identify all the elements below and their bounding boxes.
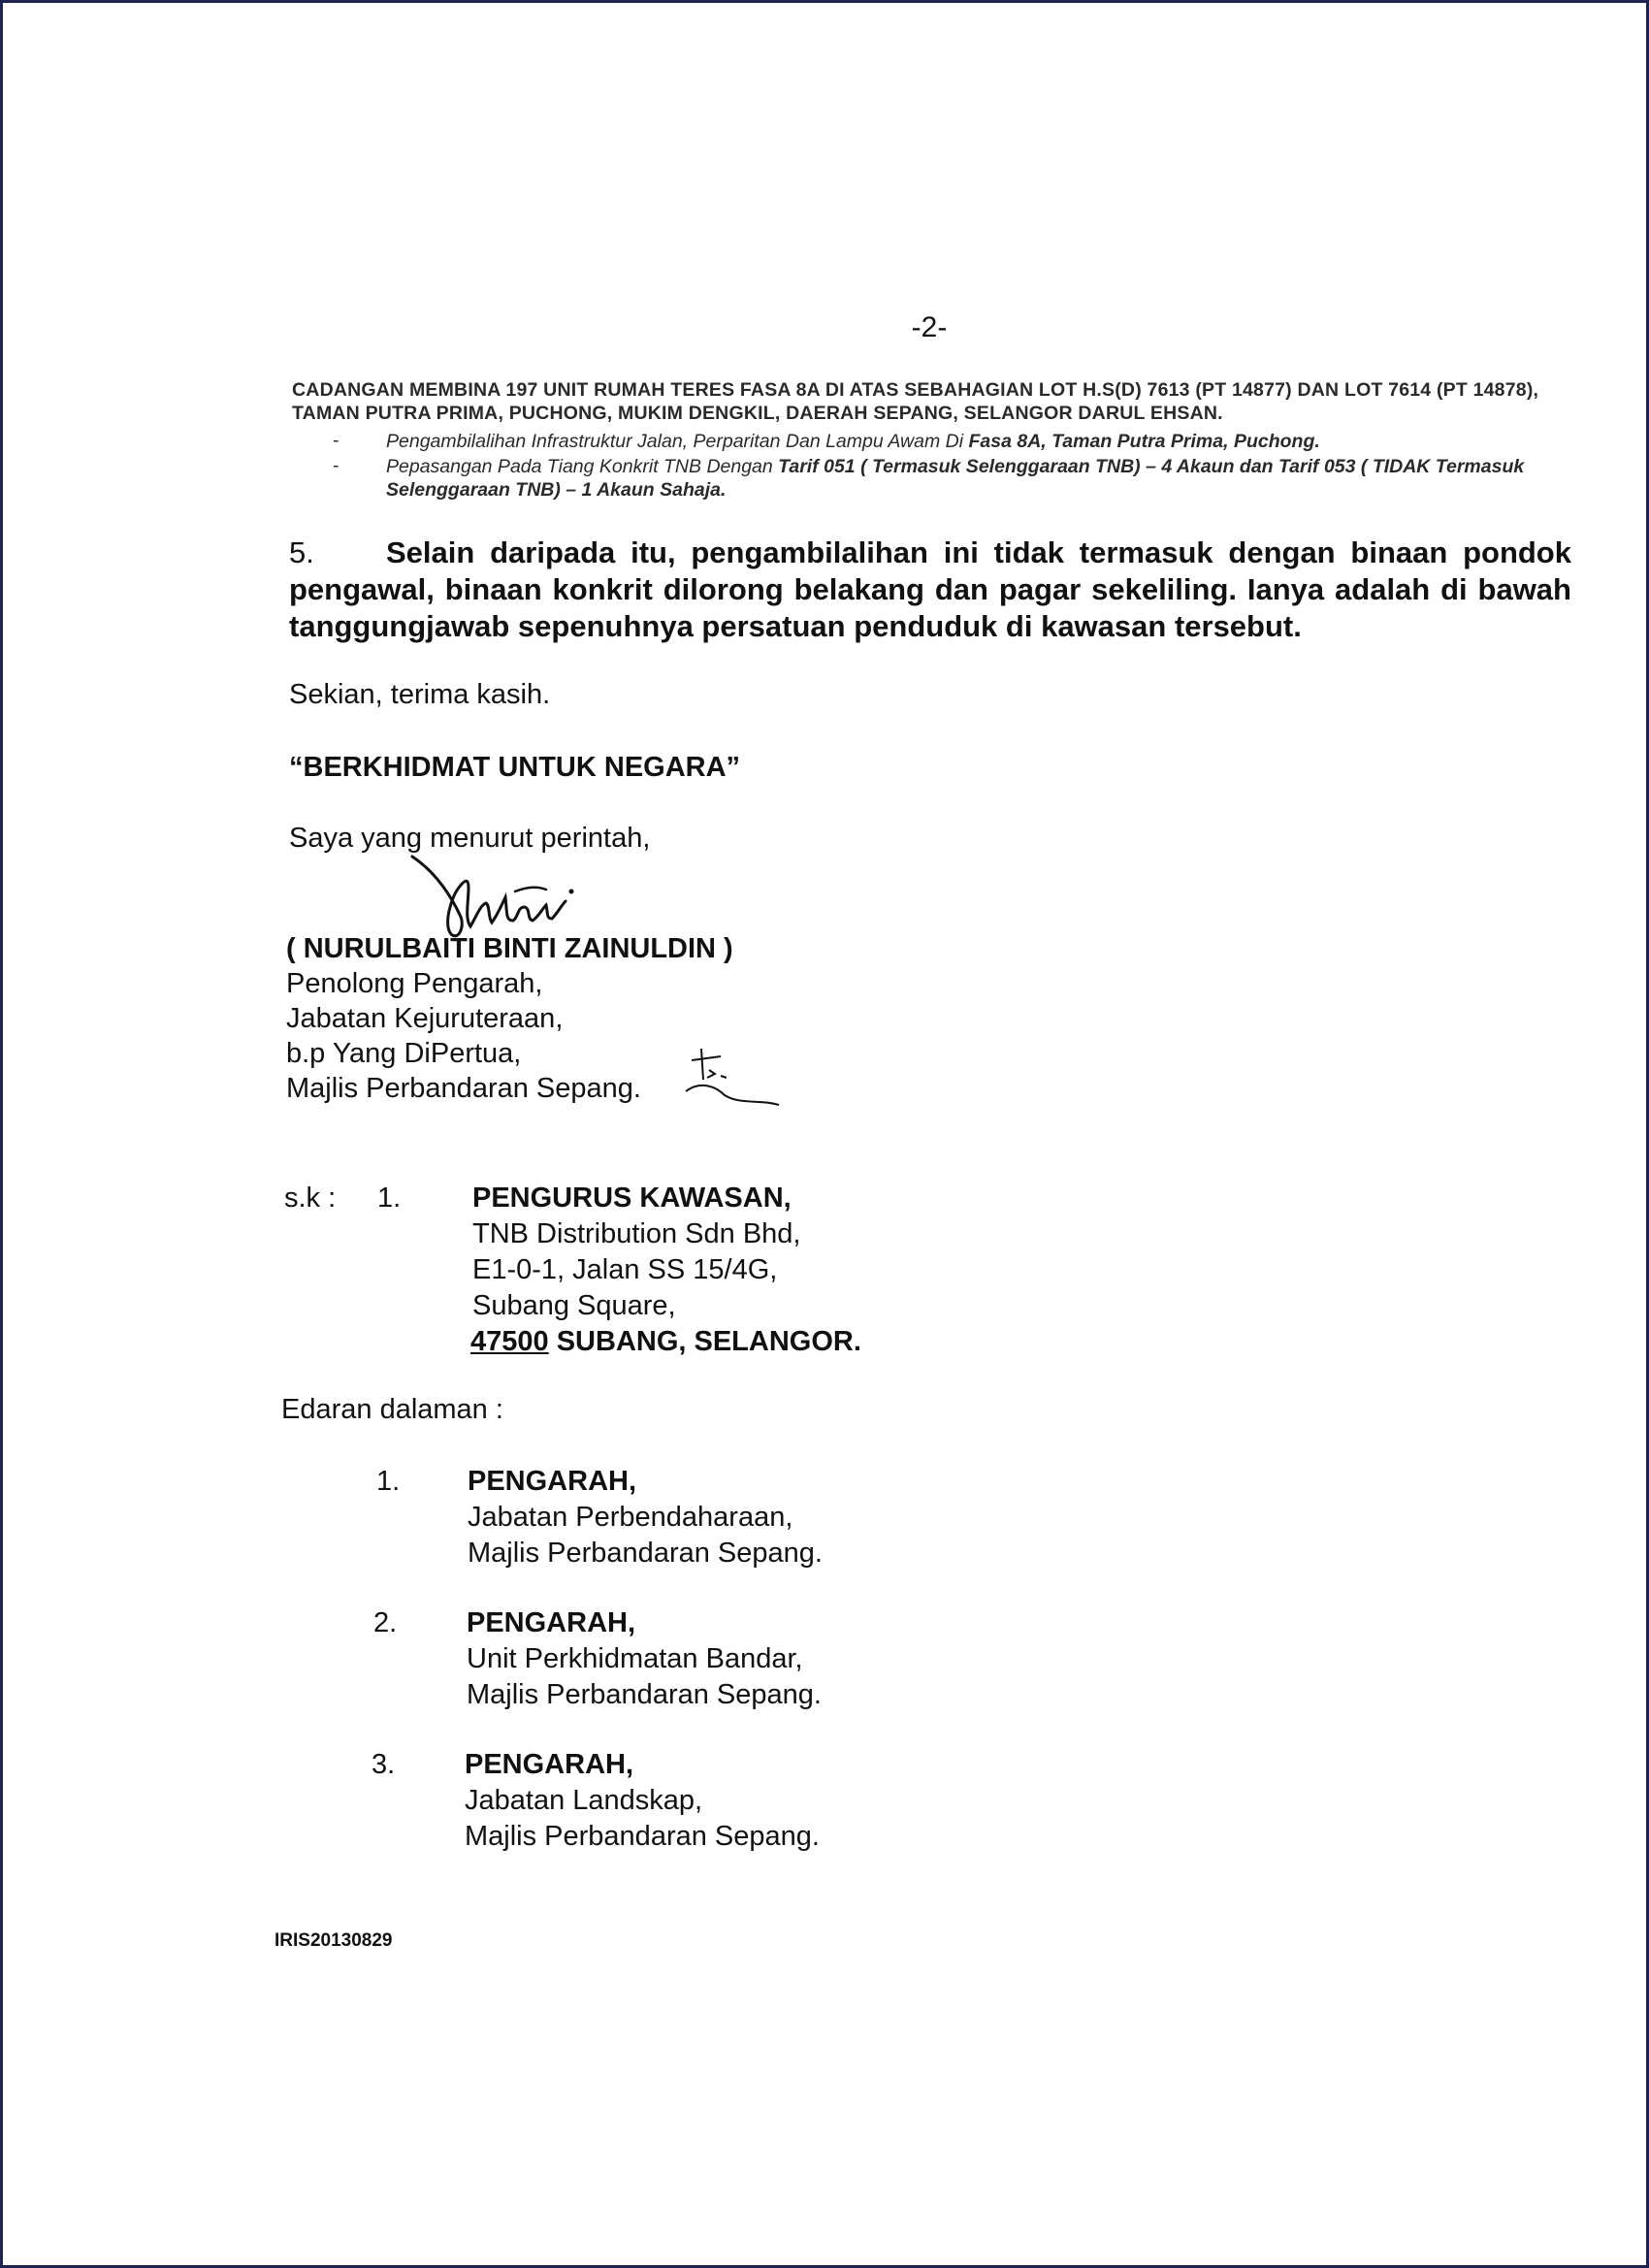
bullet-dash: - [333,455,340,476]
internal-item-number: 3. [372,1749,396,1780]
sk-title: PENGURUS KAWASAN, [472,1183,792,1214]
bullet-item [386,455,1579,502]
paragraph-text: Selain daripada itu, pengambilalihan ini tidak termasuk dengan binaan pondok pengawal, binaan konkrit dilorong belakang dan pagar sekeliling. Ianya adalah di bawah tanggungjawab sepenuhnya persatuan penduduk di kawasan tersebut. [289,535,1571,643]
signatory-name: ( NURULBAITI BINTI ZAINULDIN ) [286,933,733,964]
sk-line: Subang Square, [472,1290,676,1321]
bullet-text-bold: Tarif 051 ( Termasuk Selenggaraan TNB) – 4 Akaun dan Tarif 053 ( TIDAK Termasuk Selenggaraan TNB) – 1 Akaun Sahaja. [386,456,1525,501]
bullet-dash: - [333,430,340,451]
motto: “BERKHIDMAT UNTUK NEGARA” [289,752,741,783]
bullet-text-plain: Pengambilalihan Infrastruktur Jalan, Perparitan Dan Lampu Awam Di [386,431,969,452]
bullet-item [386,430,1579,453]
paragraph-number: 5. [289,535,314,569]
sk-label: s.k : [284,1183,337,1214]
internal-item-number: 1. [376,1466,401,1497]
signatory-line: Majlis Perbandaran Sepang. [286,1073,641,1104]
sk-line: E1-0-1, Jalan SS 15/4G, [472,1254,778,1285]
internal-item-line: Unit Perkhidmatan Bandar, [467,1643,803,1674]
internal-item-title: PENGARAH, [467,1607,636,1638]
sk-line: TNB Distribution Sdn Bhd, [472,1218,801,1249]
internal-item-title: PENGARAH, [468,1466,637,1497]
internal-item-line: Majlis Perbandaran Sepang. [468,1538,823,1569]
letter-subject: CADANGAN MEMBINA 197 UNIT RUMAH TERES FASA 8A DI ATAS SEBAHAGIAN LOT H.S(D) 7613 (PT 14877) DAN LOT 7614 (PT 14878), TAMAN PUTRA PRIMA, PUCHONG, MUKIM DENGKIL, DAERAH SEPANG, SELANGOR DARUL EHSAN. [292,379,1539,424]
signatory-line: Penolong Pengarah, [286,968,543,999]
paragraph-5 [289,535,1571,645]
internal-item-line: Jabatan Perbendaharaan, [468,1502,793,1533]
internal-distribution-label: Edaran dalaman : [281,1394,503,1425]
sk-number: 1. [377,1183,402,1214]
sk-postcode-city [470,1324,861,1360]
reference-code: IRIS20130829 [275,1930,393,1951]
internal-item-title: PENGARAH, [465,1749,634,1780]
initial-mark [682,1041,789,1118]
signatory-line: b.p Yang DiPertua, [286,1038,522,1069]
internal-item-number: 2. [373,1607,398,1638]
internal-item-line: Majlis Perbandaran Sepang. [467,1679,822,1710]
signatory-line: Jabatan Kejuruteraan, [286,1003,564,1034]
bullet-text-bold: Fasa 8A, Taman Putra Prima, Puchong. [968,431,1320,452]
sk-postcode: 47500 [470,1326,549,1357]
sk-city: SUBANG, SELANGOR. [548,1326,861,1357]
closing-text: Sekian, terima kasih. [289,679,551,710]
page-number: -2- [911,311,948,343]
internal-item-line: Majlis Perbandaran Sepang. [465,1821,820,1852]
bullet-text-plain: Pepasangan Pada Tiang Konkrit TNB Dengan [386,456,779,477]
internal-item-line: Jabatan Landskap, [465,1785,703,1816]
sign-off: Saya yang menurut perintah, [289,823,651,854]
